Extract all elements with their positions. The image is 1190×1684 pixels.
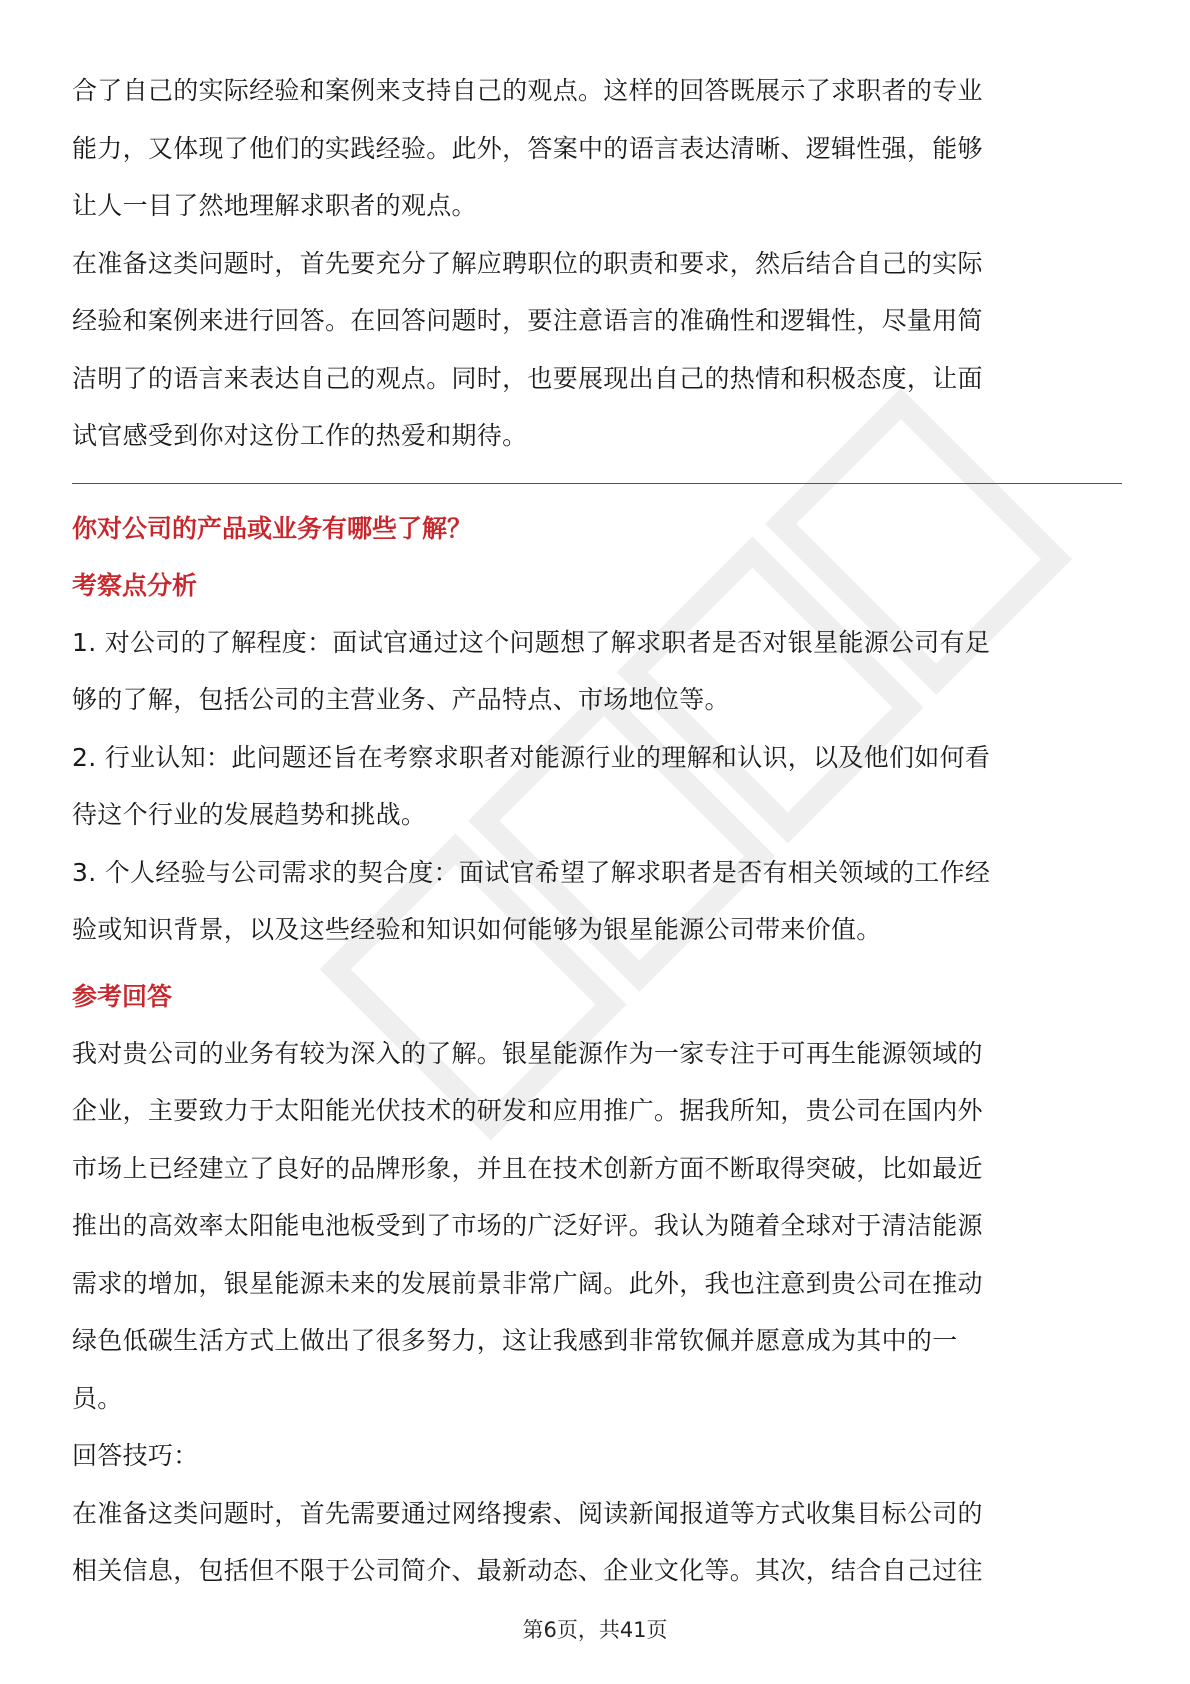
question-title: 你对公司的产品或业务有哪些了解？ xyxy=(72,513,473,543)
document-page xyxy=(72,62,1122,1600)
text-line: 需求的增加，银星能源未来的发展前景非常广阔。此外，我也注意到贵公司在推动 xyxy=(72,1268,983,1298)
section-divider xyxy=(72,483,1122,484)
text-line: 在准备这类问题时，首先需要通过网络搜索、阅读新闻报道等方式收集目标公司的 xyxy=(72,1498,983,1528)
text-line: 我对贵公司的业务有较为深入的了解。银星能源作为一家专注于可再生能源领域的 xyxy=(72,1038,983,1068)
analysis-list xyxy=(72,614,1122,959)
list-item: 待这个行业的发展趋势和挑战。 xyxy=(72,800,427,829)
text-line: 企业，主要致力于太阳能光伏技术的研发和应用推广。据我所知，贵公司在国内外 xyxy=(72,1096,983,1125)
analysis-heading: 考察点分析 xyxy=(72,570,198,600)
text-line: 市场上已经建立了良好的品牌形象，并且在技术创新方面不断取得突破，比如最近 xyxy=(72,1153,983,1183)
text-line: 试官感受到你对这份工作的热爱和期待。 xyxy=(72,421,528,450)
tips-heading: 回答技巧： xyxy=(72,1441,199,1470)
list-item: 3. 个人经验与公司需求的契合度：面试官希望了解求职者是否有相关领域的工作经 xyxy=(72,857,991,887)
intro-paragraph xyxy=(72,62,1122,235)
answer-paragraph xyxy=(72,1025,1122,1428)
text-line: 合了自己的实际经验和案例来支持自己的观点。这样的回答既展示了求职者的专业 xyxy=(72,76,983,105)
list-item: 2. 行业认知：此问题还旨在考察求职者对能源行业的理解和认识，以及他们如何看 xyxy=(72,742,991,772)
text-line: 绿色低碳生活方式上做出了很多努力，这让我感到非常钦佩并愿意成为其中的一 xyxy=(72,1326,958,1355)
list-item: 够的了解，包括公司的主营业务、产品特点、市场地位等。 xyxy=(72,685,730,714)
text-line: 让人一目了然地理解求职者的观点。 xyxy=(72,191,477,220)
text-line: 能力，又体现了他们的实践经验。此外，答案中的语言表达清晰、逻辑性强，能够 xyxy=(72,133,983,163)
text-line: 经验和案例来进行回答。在回答问题时，要注意语言的准确性和逻辑性，尽量用简 xyxy=(72,306,983,335)
text-line: 推出的高效率太阳能电池板受到了市场的广泛好评。我认为随着全球对于清洁能源 xyxy=(72,1211,983,1240)
prep-paragraph xyxy=(72,235,1122,465)
text-line: 相关信息，包括但不限于公司简介、最新动态、企业文化等。其次，结合自己过往 xyxy=(72,1556,983,1585)
tips-paragraph xyxy=(72,1485,1122,1600)
text-line: 在准备这类问题时，首先要充分了解应聘职位的职责和要求，然后结合自己的实际 xyxy=(72,248,983,278)
answer-heading: 参考回答 xyxy=(72,981,173,1011)
text-line: 员。 xyxy=(72,1383,123,1413)
list-item: 验或知识背景，以及这些经验和知识如何能够为银星能源公司带来价值。 xyxy=(72,915,882,944)
list-item: 1. 对公司的了解程度：面试官通过这个问题想了解求职者是否对银星能源公司有足 xyxy=(72,627,991,657)
page-number: 第6页，共41页 xyxy=(522,1618,668,1642)
text-line: 洁明了的语言来表达自己的观点。同时，也要展现出自己的热情和积极态度，让面 xyxy=(72,363,983,393)
